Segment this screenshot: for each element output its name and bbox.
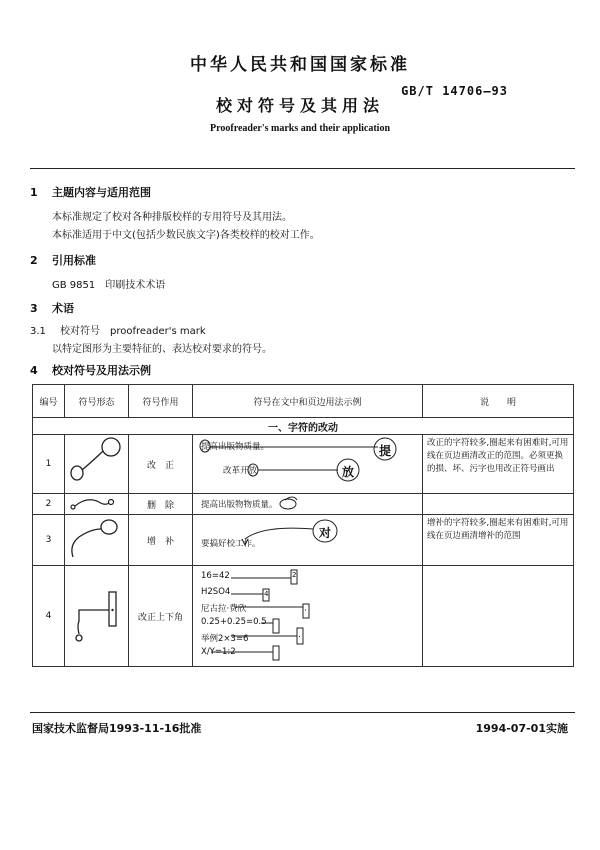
table-group-row: [33, 418, 574, 435]
description: [423, 494, 574, 515]
margin-correction: 4: [264, 590, 269, 598]
example-line: 16=42: [201, 571, 230, 581]
row-number: 2: [33, 494, 65, 515]
example-line: 要搞好校工作。: [201, 539, 261, 549]
example-line: X/Y=1:2: [201, 647, 236, 657]
section-1-para-1: 本标准规定了校对各种排版校样的专用符号及其用法。: [52, 212, 292, 223]
margin-correction: 提: [379, 444, 392, 458]
row-number: 1: [33, 435, 65, 494]
section-1-para-2: 本标准适用于中文(包括少数民族文字)各类校样的校对工作。: [52, 230, 320, 241]
description: [423, 566, 574, 667]
example-line: 0.25+0.25=0.5: [201, 617, 267, 627]
description: 增补的字符较多,圈起来有困难时,可用线在页边画清增补的范围: [423, 515, 574, 566]
margin-correction: 2: [292, 571, 297, 579]
section-number: 3.1: [30, 326, 46, 337]
delete-mark-symbol: [65, 494, 129, 515]
implementation-date: 1994-07-01实施: [475, 722, 568, 735]
row-number: 4: [33, 566, 65, 667]
margin-correction: 放: [342, 465, 355, 479]
section-number: 2: [30, 254, 38, 267]
section-3-1-para-1: 以特定图形为主要特征的、表达校对要求的符号。: [52, 344, 272, 355]
header-cell: 符号形态: [65, 385, 129, 418]
section-title: 校对符号 proofreader's mark: [60, 326, 206, 337]
header-cell: 符号在文中和页边用法示例: [193, 385, 423, 418]
document-subtitle: Proofreader's marks and their application: [210, 123, 390, 134]
example-line: 改革开放: [223, 466, 258, 476]
section-title: 校对符号及用法示例: [52, 364, 151, 377]
function-label: 删 除: [129, 494, 193, 515]
approval-info: 国家技术监督局1993-11-16批准: [32, 722, 202, 735]
section-title: 引用标准: [52, 254, 96, 267]
standard-number: GB/T 14706—93: [401, 84, 508, 98]
section-number: 1: [30, 186, 38, 199]
table-row: [33, 515, 574, 566]
section-1-heading: [30, 184, 151, 200]
header-cell: 符号作用: [129, 385, 193, 418]
header-cell: 说 明: [423, 385, 574, 418]
correction-mark-symbol: [65, 435, 129, 494]
usage-example: [193, 515, 423, 566]
section-number: 3: [30, 302, 38, 315]
section-2-para-1: GB 9851 印刷技术术语: [52, 280, 166, 291]
example-line: 举例2×3=6: [201, 634, 249, 644]
header-cell: 编号: [33, 385, 65, 418]
document-title: 校对符号及其用法: [215, 96, 384, 115]
example-line: 尼古拉·费欣: [201, 604, 247, 614]
section-4-heading: [30, 362, 151, 378]
usage-example: [193, 494, 423, 515]
example-line: H2SO4: [201, 587, 231, 597]
row-number: 3: [33, 515, 65, 566]
table-header-row: [33, 385, 574, 418]
margin-correction: .: [298, 630, 301, 640]
insert-mark-symbol: [65, 515, 129, 566]
usage-example: [193, 566, 423, 667]
margin-correction: 对: [319, 526, 332, 540]
section-2-heading: [30, 252, 96, 268]
margin-correction: ·: [304, 606, 307, 616]
table-row: [33, 566, 574, 667]
section-title: 主题内容与适用范围: [52, 186, 151, 199]
section-number: 4: [30, 364, 38, 377]
proofreader-marks-table: [32, 384, 574, 667]
table-row: [33, 435, 574, 494]
description: 改正的字符较多,圈起来有困难时,可用线在页边画清改正的范围。必须更换的损、坏、污字也用改正符号画出: [423, 435, 574, 494]
table-row: [33, 494, 574, 515]
sub-superscript-mark-symbol: [65, 566, 129, 667]
example-line: 提高出版物质量。: [201, 442, 270, 452]
section-3-1-heading: [30, 322, 206, 337]
section-title: 术语: [52, 302, 74, 315]
function-label: 改 正: [129, 435, 193, 494]
usage-example: [193, 435, 423, 494]
issuing-organization: 中华人民共和国国家标准: [190, 55, 410, 75]
header-divider: [30, 168, 575, 169]
example-line: 提高出版物物质量。: [201, 500, 278, 510]
function-label: 增 补: [129, 515, 193, 566]
footer-divider: [30, 712, 575, 713]
function-label: 改正上下角: [129, 566, 193, 667]
group-title: 一、字符的改动: [33, 418, 574, 435]
section-3-heading: [30, 300, 74, 316]
